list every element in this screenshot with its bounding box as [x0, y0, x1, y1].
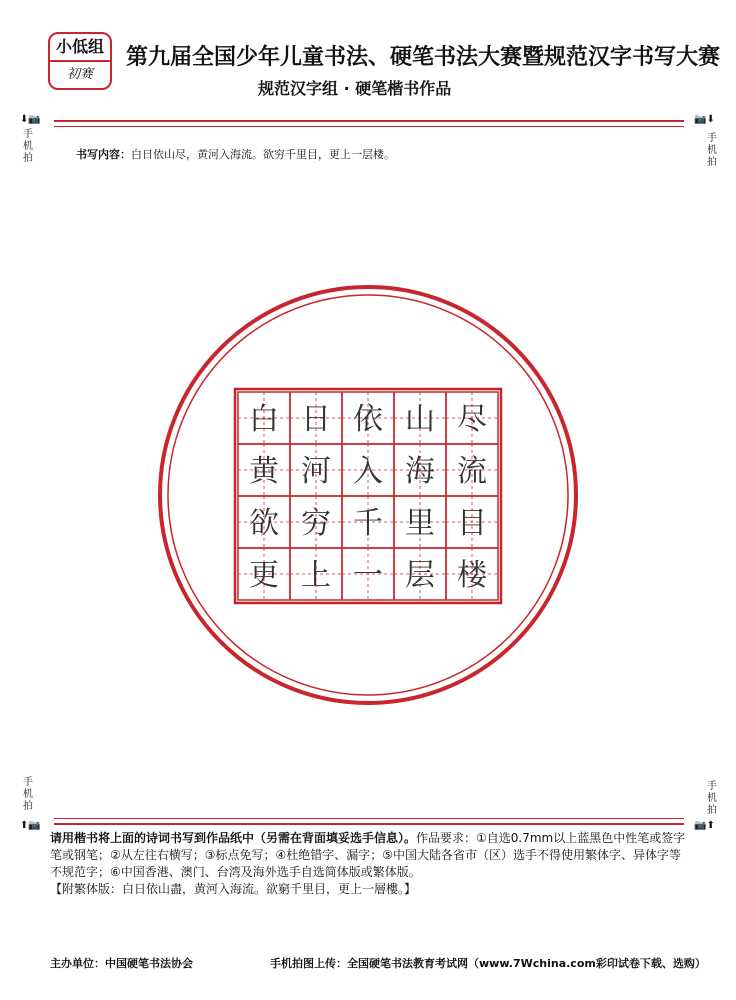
footer-organizer: 主办单位：中国硬笔书法协会	[50, 957, 193, 970]
bottom-left-marker	[20, 820, 41, 831]
grid-character: 黄	[249, 454, 279, 489]
grid-character: 欲	[249, 506, 279, 541]
grid-character: 一	[353, 558, 383, 593]
arrow-down-icon: ⬇	[706, 114, 715, 125]
page-title: 第九届全国少年儿童书法、硬笔书法大赛暨规范汉字书写大赛	[126, 45, 721, 70]
arrow-up-icon: ⬆	[20, 820, 29, 831]
camera-icon: 📷	[694, 114, 707, 125]
page-subtitle: 规范汉字组 · 硬笔楷书作品	[258, 79, 452, 98]
camera-icon: 📷	[694, 820, 707, 831]
grid-character: 楼	[457, 558, 487, 593]
footer-upload: 手机拍图上传：全国硬笔书法教育考试网（www.7Wchina.com彩印试卷下载、选购）	[270, 957, 706, 970]
grid-character: 层	[405, 558, 435, 593]
side-label-bottom-left: 手机拍	[23, 777, 33, 812]
grid-character: 千	[353, 506, 383, 541]
grid-character: 流	[457, 454, 487, 489]
writing-grid	[235, 389, 501, 603]
writing-content-label: 书写内容：	[76, 148, 131, 161]
arrow-down-icon: ⬇	[20, 114, 29, 125]
grid-character: 河	[301, 454, 331, 489]
writing-content-text: 白日依山尽，黄河入海流。欲穷千里目，更上一层楼。	[131, 148, 395, 161]
grid-character: 更	[249, 558, 279, 593]
grid-character: 依	[353, 402, 383, 437]
grid-character: 里	[405, 506, 435, 541]
instructions-body: 作品要求：①自选0.7mm以上蓝黑色中性笔或签字笔或钢笔；②从左往右横写；③标点免写；④杜绝错字、漏字；⑤中国大陆各省市（区）选手不得使用繁体字、异体字等不规范字；⑥中国香港、澳门、台湾及海外选手自选简体版或繁体版。	[50, 831, 686, 879]
grid-character: 穷	[301, 506, 331, 541]
grid-character: 入	[353, 454, 383, 489]
side-label-top-left: 手机拍	[23, 129, 33, 164]
grid-character: 白	[249, 402, 279, 437]
instructions	[50, 830, 690, 898]
bottom-rule	[54, 823, 684, 825]
camera-icon: 📷	[28, 820, 41, 831]
badge-round-label: 初赛	[66, 67, 93, 82]
instructions-lead: 请用楷书将上面的诗词书写到作品纸中（另需在背面填妥选手信息）。	[50, 831, 417, 845]
grid-character: 海	[405, 454, 435, 489]
bottom-rule-thin	[54, 818, 684, 819]
grid-character: 目	[457, 506, 487, 541]
side-label-bottom-right: 手机拍	[707, 781, 717, 816]
camera-icon: 📷	[28, 114, 41, 125]
side-label-top-right: 手机拍	[707, 133, 717, 168]
badge-group-label: 小低组	[50, 34, 110, 62]
grid-character: 山	[405, 402, 435, 437]
arrow-up-icon: ⬆	[706, 820, 715, 831]
grid-character: 上	[301, 558, 331, 593]
grid-character: 日	[301, 402, 331, 437]
bottom-right-marker	[694, 820, 715, 831]
grid-character: 尽	[457, 402, 487, 437]
instructions-traditional: 【附繁体版：白日依山盡，黄河入海流。欲窮千里目，更上一層樓。】	[50, 882, 417, 896]
